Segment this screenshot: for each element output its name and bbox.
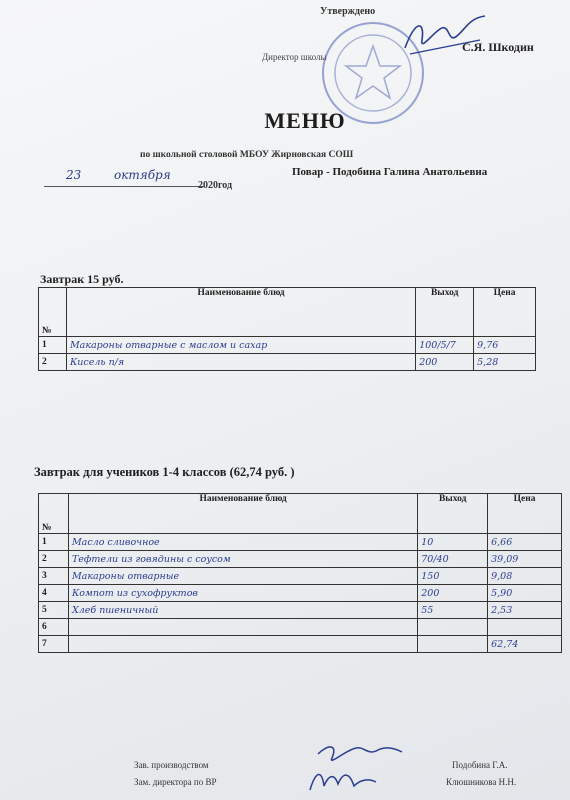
- row-num: 1: [39, 337, 67, 354]
- production-head-label: Зав. производством: [134, 760, 209, 770]
- director-signature: [400, 10, 490, 60]
- row-num: 2: [39, 354, 67, 371]
- school-subtitle: по школьной столовой МБОУ Жирновская СОШ: [140, 150, 354, 160]
- table-row: [39, 619, 562, 636]
- dish-name: Кисель п/я: [66, 354, 415, 371]
- director-label: Директор школы: [262, 52, 327, 62]
- breakfast1-title: Завтрак 15 руб.: [40, 272, 124, 286]
- dish-yield: 200: [418, 585, 488, 602]
- row-num: 4: [39, 585, 69, 602]
- col-price: Цена: [474, 288, 536, 337]
- table-row: [39, 568, 562, 585]
- table-row: [39, 534, 562, 551]
- table-row: [39, 337, 536, 354]
- row-num: 1: [39, 534, 69, 551]
- dish-price: 5,28: [474, 354, 536, 371]
- page-title: МЕНЮ: [264, 108, 346, 133]
- total-price: 62,74: [488, 636, 562, 653]
- dish-price: 6,66: [488, 534, 562, 551]
- breakfast2-title: Завтрак для учеников 1-4 классов (62,74 руб. ): [34, 465, 295, 479]
- deputy-director-label: Зам. директора по ВР: [134, 777, 217, 787]
- dish-yield: 200: [416, 354, 474, 371]
- dish-price: [488, 619, 562, 636]
- row-num: 2: [39, 551, 69, 568]
- dish-yield: [418, 636, 488, 653]
- col-yield: Выход: [418, 494, 488, 534]
- col-price: Цена: [488, 494, 562, 534]
- dish-name: Макароны отварные: [68, 568, 417, 585]
- table-row: [39, 551, 562, 568]
- dish-yield: 55: [418, 602, 488, 619]
- col-num: №: [39, 288, 67, 337]
- approval-label: Утверждено: [320, 6, 376, 17]
- col-yield: Выход: [416, 288, 474, 337]
- dish-price: 2,53: [488, 602, 562, 619]
- date-day: 23: [66, 168, 82, 182]
- dish-price: 39,09: [488, 551, 562, 568]
- row-num: 6: [39, 619, 69, 636]
- table-row: [39, 636, 562, 653]
- footer-signatures: [298, 740, 408, 798]
- breakfast1-table: [38, 287, 536, 371]
- dish-name: [68, 636, 417, 653]
- breakfast2-table: [38, 493, 562, 653]
- dish-name: Масло сливочное: [68, 534, 417, 551]
- dish-yield: 70/40: [418, 551, 488, 568]
- date-month: октября: [114, 168, 171, 182]
- row-num: 5: [39, 602, 69, 619]
- dish-name: Тефтели из говядины с соусом: [68, 551, 417, 568]
- row-num: 7: [39, 636, 69, 653]
- col-name: Наименование блюд: [68, 494, 417, 534]
- dish-name: Макароны отварные с маслом и сахар: [66, 337, 415, 354]
- dish-price: 9,08: [488, 568, 562, 585]
- dish-yield: 150: [418, 568, 488, 585]
- director-name: С.Я. Шкодин: [462, 40, 534, 54]
- dish-name: [68, 619, 417, 636]
- dish-name: Компот из сухофруктов: [68, 585, 417, 602]
- production-head-name: Подобина Г.А.: [452, 760, 508, 770]
- deputy-director-name: Клюшникова Н.Н.: [446, 777, 517, 787]
- row-num: 3: [39, 568, 69, 585]
- dish-price: 5,90: [488, 585, 562, 602]
- table-row: [39, 354, 536, 371]
- dish-price: 9,76: [474, 337, 536, 354]
- dish-name: Хлеб пшеничный: [68, 602, 417, 619]
- date-field: [44, 170, 204, 187]
- col-num: №: [39, 494, 69, 534]
- dish-yield: 10: [418, 534, 488, 551]
- date-year: 2020год: [198, 180, 233, 191]
- table-row: [39, 602, 562, 619]
- cook-name: Повар - Подобина Галина Анатольевна: [292, 166, 488, 178]
- dish-yield: [418, 619, 488, 636]
- dish-yield: 100/5/7: [416, 337, 474, 354]
- table-row: [39, 585, 562, 602]
- col-name: Наименование блюд: [66, 288, 415, 337]
